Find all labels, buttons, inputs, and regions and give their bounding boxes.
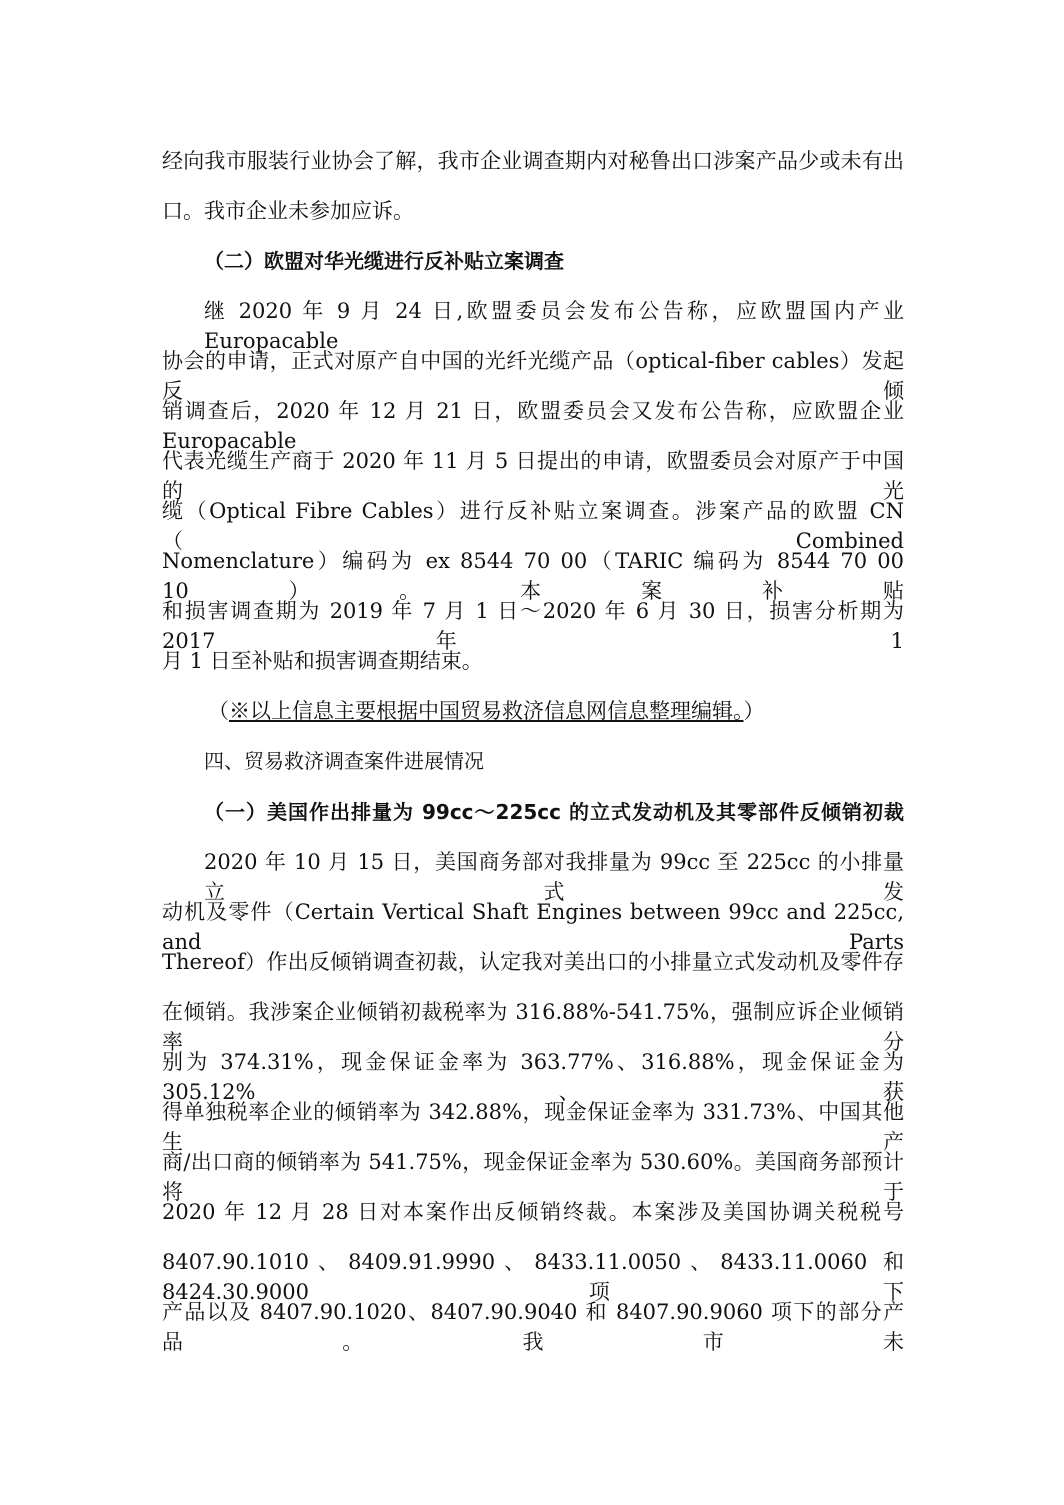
paragraph-line: 2020 年 12 月 28 日对本案作出反倾销终裁。本案涉及美国协调关税税号 bbox=[162, 1200, 904, 1224]
paragraph-line: 动机及零件（Certain Vertical Shaft Engines between 99cc and 225cc, and Parts bbox=[162, 900, 904, 954]
paragraph-line: Thereof）作出反倾销调查初裁，认定我对美出口的小排量立式发动机及零件存 bbox=[162, 950, 904, 974]
paragraph-line: 产品以及 8407.90.1020、8407.90.9040 和 8407.90.9060 项下的部分产品。我市未 bbox=[162, 1300, 904, 1354]
paragraph-line: 经向我市服装行业协会了解，我市企业调查期内对秘鲁出口涉案产品少或未有出 bbox=[162, 149, 904, 173]
paragraph-line: Nomenclature）编码为 ex 8544 70 00（TARIC 编码为 8544 70 00 10）。本案补贴 bbox=[162, 549, 904, 603]
paragraph-line: 口。我市企业未参加应诉。 bbox=[162, 199, 414, 223]
paragraph-line: 销调查后，2020 年 12 月 21 日，欧盟委员会又发布公告称，应欧盟企业 Europacable bbox=[162, 399, 904, 453]
paragraph-line: 协会的申请，正式对原产自中国的光纤光缆产品（optical-fiber cables）发起反倾 bbox=[162, 349, 904, 403]
paragraph-line: 继 2020 年 9 月 24 日,欧盟委员会发布公告称，应欧盟国内产业 Europacable bbox=[204, 299, 904, 353]
paragraph-line: 商/出口商的倾销率为 541.75%，现金保证金率为 530.60%。美国商务部预计将于 bbox=[162, 1150, 904, 1204]
paragraph-line: 和损害调查期为 2019 年 7 月 1 日～2020 年 6 月 30 日，损害分析期为 2017 年 1 bbox=[162, 599, 904, 653]
subsection-heading: （一）美国作出排量为 99cc～225cc 的立式发动机及其零部件反倾销初裁 bbox=[204, 800, 904, 824]
note-text: ※以上信息主要根据中国贸易救济信息网信息整理编辑。 bbox=[229, 699, 744, 723]
paragraph-line: 缆（Optical Fibre Cables）进行反补贴立案调查。涉案产品的欧盟 CN（Combined bbox=[162, 499, 904, 553]
paragraph-line: 月 1 日至补贴和损害调查期结束。 bbox=[162, 649, 483, 673]
paragraph-line: 2020 年 10 月 15 日，美国商务部对我排量为 99cc 至 225cc 的小排量立式发 bbox=[204, 850, 904, 904]
source-note bbox=[208, 696, 808, 726]
note-open-paren: （ bbox=[208, 699, 229, 723]
paragraph-line: 代表光缆生产商于 2020 年 11 月 5 日提出的申请，欧盟委员会对原产于中国的光 bbox=[162, 449, 904, 503]
note-close-paren: ） bbox=[743, 699, 765, 723]
paragraph-line: 得单独税率企业的倾销率为 342.88%，现金保证金率为 331.73%、中国其他生产 bbox=[162, 1100, 904, 1154]
paragraph-line: 在倾销。我涉案企业倾销初裁税率为 316.88%-541.75%，强制应诉企业倾销率分 bbox=[162, 1000, 904, 1054]
paragraph-line: 别为 374.31%，现金保证金率为 363.77%、316.88%，现金保证金为 305.12%、获 bbox=[162, 1050, 904, 1104]
paragraph-line: 8407.90.1010、8409.91.9990、8433.11.0050、8433.11.0060 和 8424.30.9000 项下 bbox=[162, 1250, 904, 1304]
section-heading: 四、贸易救济调查案件进展情况 bbox=[204, 749, 484, 773]
subsection-heading: （二）欧盟对华光缆进行反补贴立案调查 bbox=[204, 249, 564, 273]
